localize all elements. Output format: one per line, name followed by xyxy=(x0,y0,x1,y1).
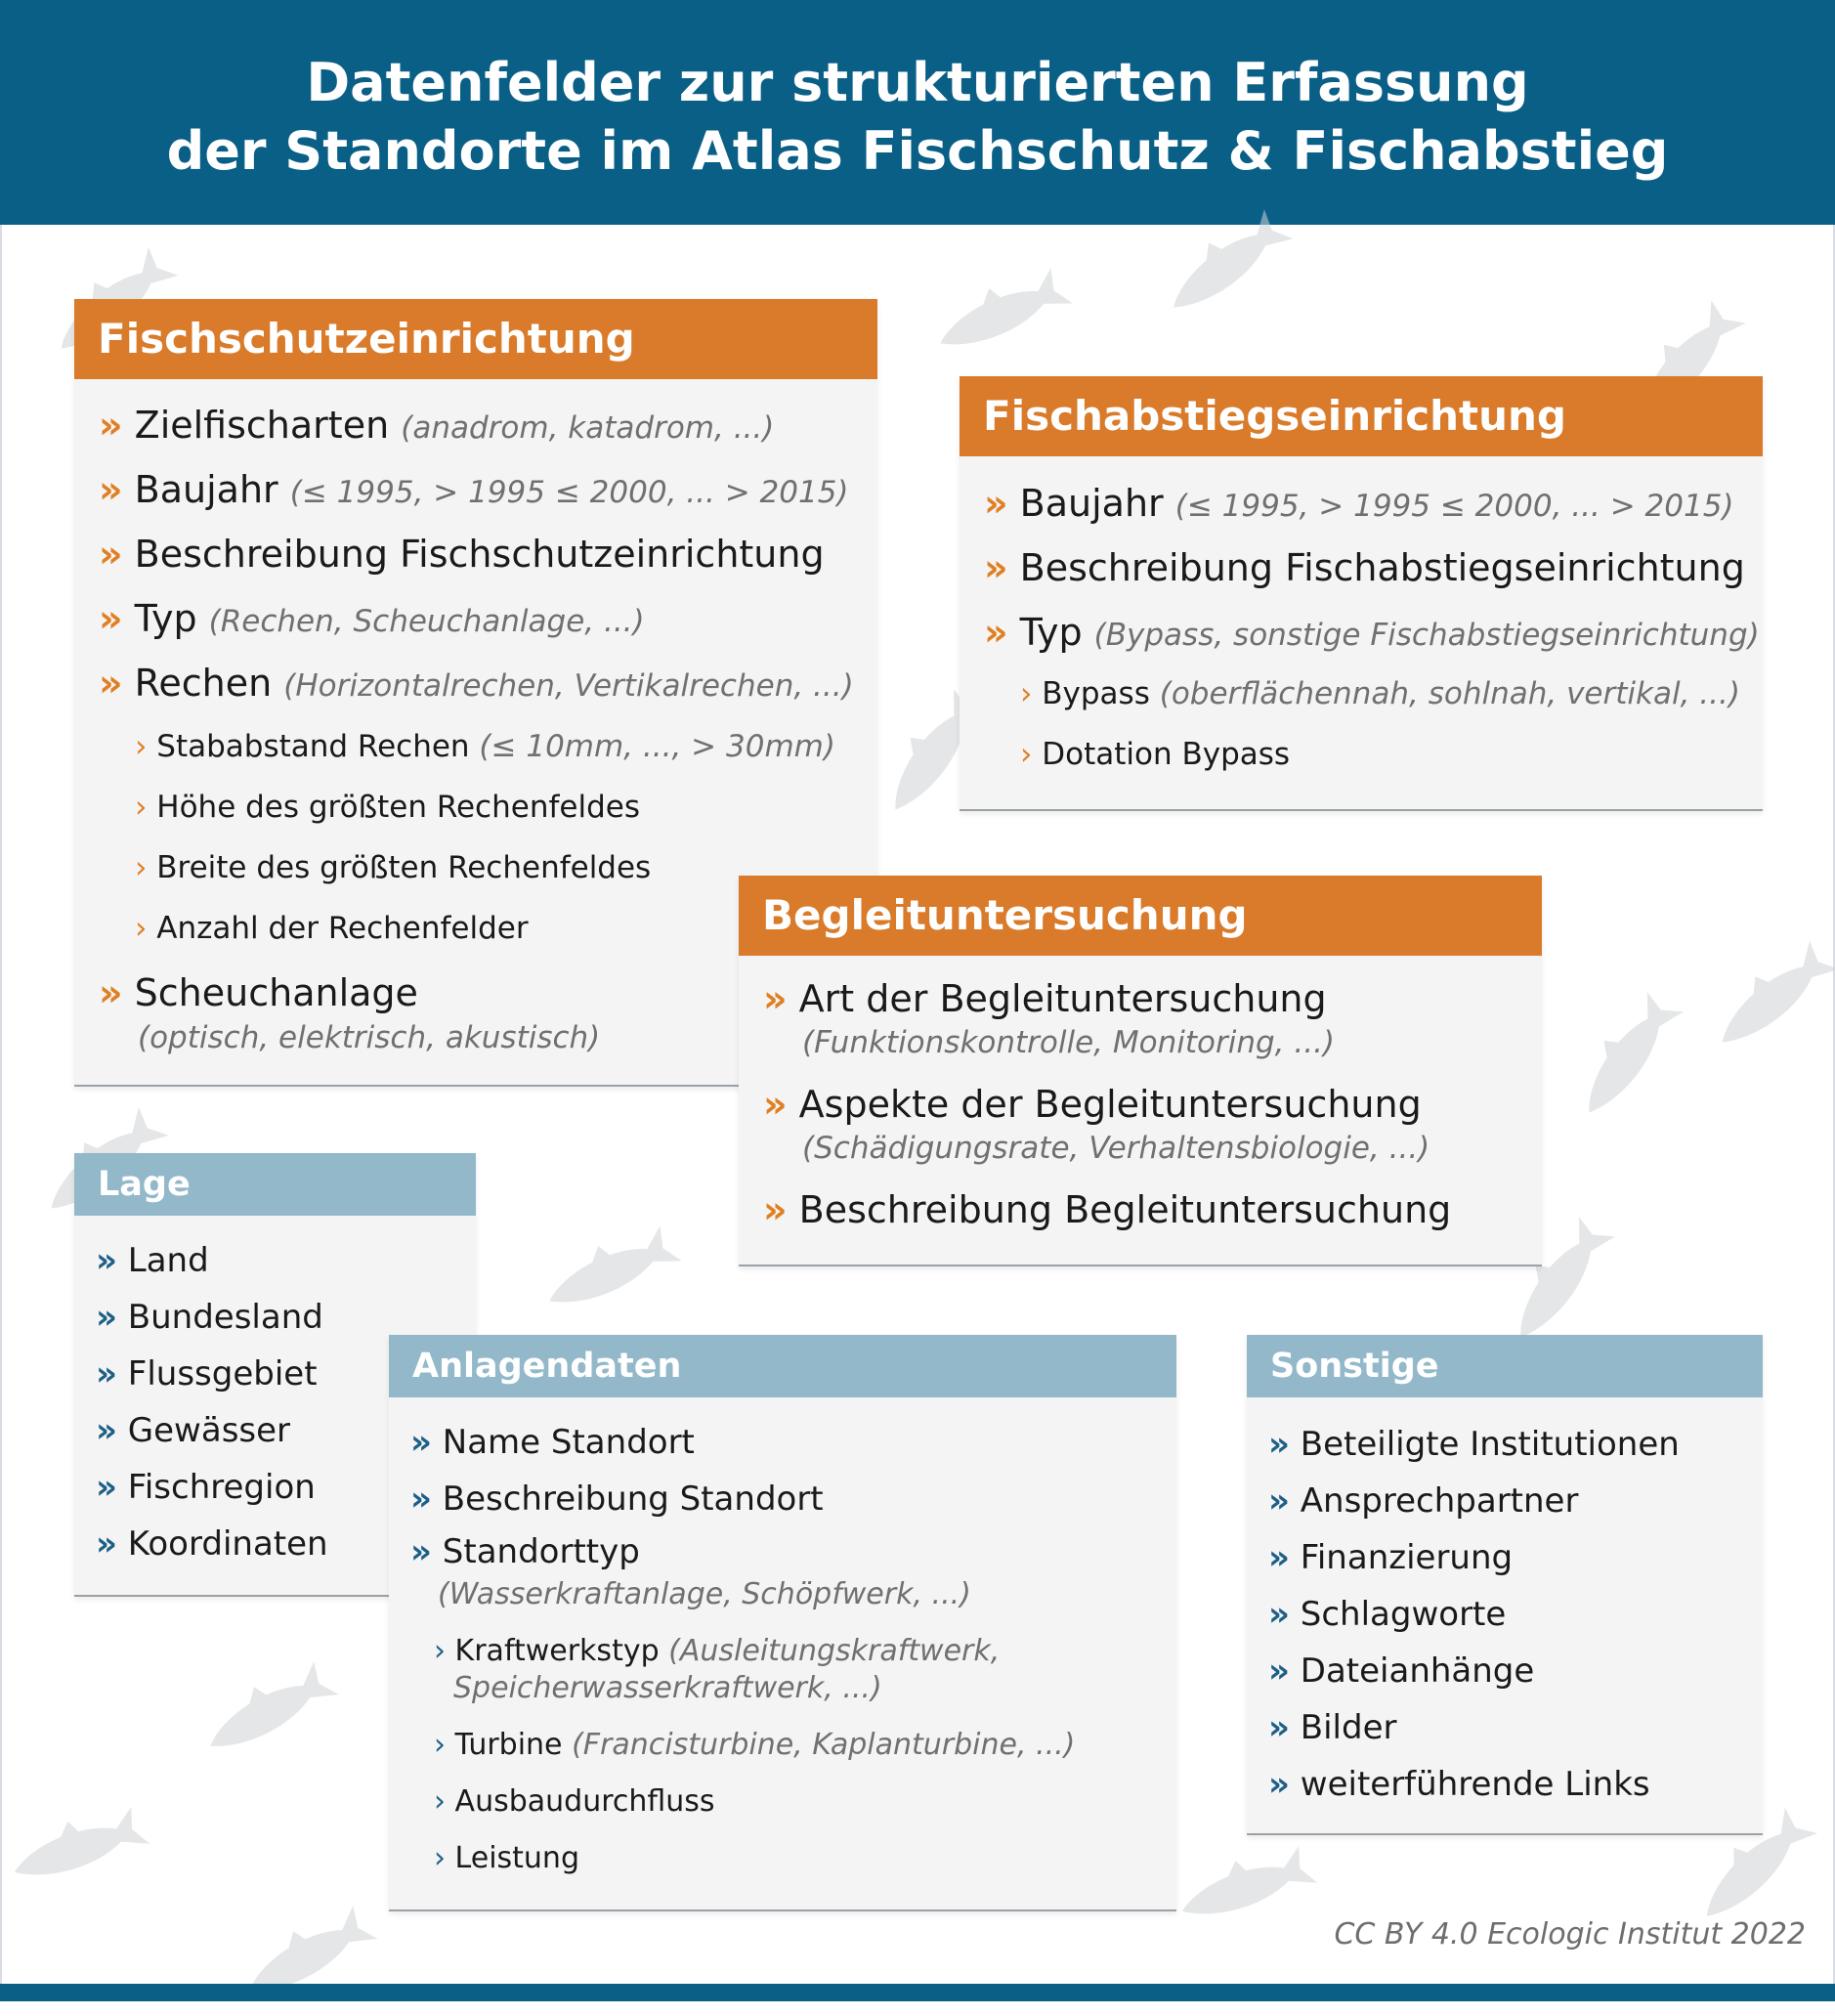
list-item: » Standorttyp xyxy=(410,1532,640,1571)
chevron-icon: › xyxy=(135,850,148,885)
sub-list-item: › Ausbaudurchfluss xyxy=(434,1784,715,1819)
chevron-icon: » xyxy=(1268,1481,1290,1521)
list-item: » Finanzierung xyxy=(1268,1538,1514,1577)
list-item: » Land xyxy=(96,1241,209,1280)
list-item: » Name Standort xyxy=(410,1423,695,1462)
chevron-icon: » xyxy=(96,1241,117,1280)
chevron-icon: › xyxy=(434,1728,446,1762)
chevron-icon: » xyxy=(96,1354,117,1394)
chevron-icon: » xyxy=(99,662,123,705)
chevron-icon: » xyxy=(99,971,123,1014)
page-title-line-2: der Standorte im Atlas Fischschutz & Fischabstieg xyxy=(166,120,1669,182)
sub-list-item: › Kraftwerkstyp (Ausleitungskraftwerk, xyxy=(434,1634,1001,1668)
sub-list-item: › Turbine (Francisturbine, Kaplanturbine, ...) xyxy=(434,1728,1076,1762)
chevron-icon: » xyxy=(1268,1651,1290,1691)
panel-title: Sonstige xyxy=(1247,1335,1763,1397)
chevron-icon: » xyxy=(1268,1425,1290,1464)
list-item-hint: Speicherwasserkraftwerk, ...) xyxy=(453,1671,882,1705)
panel-title: Begleituntersuchung xyxy=(739,876,1542,956)
fish-icon xyxy=(191,1649,347,1773)
fish-icon xyxy=(1167,1833,1324,1939)
list-item: » Art der Begleituntersuchung xyxy=(763,977,1327,1020)
fischabstiegseinrichtung-panel xyxy=(960,376,1763,811)
chevron-icon: » xyxy=(96,1524,117,1564)
chevron-icon: » xyxy=(984,482,1008,525)
panel-title: Fischschutzeinrichtung xyxy=(74,299,877,379)
list-item: » Ansprechpartner xyxy=(1268,1481,1579,1521)
list-item: » Typ (Bypass, sonstige Fischabstiegseinrichtung) xyxy=(984,611,1760,654)
list-item: » Typ (Rechen, Scheuchanlage, ...) xyxy=(99,597,645,640)
left-border xyxy=(0,225,2,1984)
list-item-hint: (optisch, elektrisch, akustisch) xyxy=(138,1020,601,1055)
list-item: » Beschreibung Fischschutzeinrichtung xyxy=(99,533,825,576)
page-title-line-1: Datenfelder zur strukturierten Erfassung xyxy=(306,52,1529,113)
list-item: » Schlagworte xyxy=(1268,1595,1507,1634)
sub-list-item: › Dotation Bypass xyxy=(1020,737,1291,772)
list-item: » Baujahr (≤ 1995, > 1995 ≤ 2000, ... > 2015) xyxy=(984,482,1734,525)
chevron-icon: » xyxy=(410,1480,432,1519)
chevron-icon: » xyxy=(984,546,1008,589)
chevron-icon: › xyxy=(135,790,148,825)
list-item: » Baujahr (≤ 1995, > 1995 ≤ 2000, ... > 2015) xyxy=(99,468,849,511)
fish-icon xyxy=(922,255,1080,370)
panel-title: Anlagendaten xyxy=(389,1335,1176,1397)
begleituntersuchung-panel xyxy=(739,876,1542,1266)
list-item: » Rechen (Horizontalrechen, Vertikalrechen, ...) xyxy=(99,662,854,705)
panel-title: Fischabstiegseinrichtung xyxy=(960,376,1763,456)
anlagendaten-panel xyxy=(389,1335,1176,1911)
chevron-icon: » xyxy=(99,597,123,640)
chevron-icon: » xyxy=(99,404,123,447)
list-item-hint: (Schädigungsrate, Verhaltensbiologie, ...) xyxy=(802,1131,1430,1166)
chevron-icon: » xyxy=(410,1532,432,1571)
chevron-icon: › xyxy=(135,911,148,946)
sonstige-panel xyxy=(1247,1335,1763,1835)
list-item: » Beschreibung Begleituntersuchung xyxy=(763,1188,1452,1231)
list-item: » Gewässer xyxy=(96,1411,291,1450)
panel-title: Lage xyxy=(74,1153,476,1216)
fish-icon xyxy=(532,1213,689,1328)
fish-icon xyxy=(0,1794,157,1900)
list-item: » weiterführende Links xyxy=(1268,1765,1650,1804)
list-item: » Scheuchanlage xyxy=(99,971,418,1014)
list-item: » Beschreibung Fischabstiegseinrichtung xyxy=(984,546,1745,589)
chevron-icon: › xyxy=(434,1841,446,1875)
list-item: » Aspekte der Begleituntersuchung xyxy=(763,1083,1422,1126)
chevron-icon: » xyxy=(99,468,123,511)
chevron-icon: » xyxy=(984,611,1008,654)
header-banner xyxy=(0,0,1835,225)
chevron-icon: » xyxy=(410,1423,432,1462)
chevron-icon: » xyxy=(1268,1538,1290,1577)
list-item: » Koordinaten xyxy=(96,1524,328,1564)
list-item: » Zielfischarten (anadrom, katadrom, ...) xyxy=(99,404,775,447)
bottom-bar xyxy=(0,1984,1835,2001)
list-item: » Bilder xyxy=(1268,1708,1397,1747)
sub-list-item: › Leistung xyxy=(434,1841,579,1875)
chevron-icon: › xyxy=(1020,737,1033,772)
fish-icon xyxy=(1560,978,1692,1132)
list-item-hint: (Funktionskontrolle, Monitoring, ...) xyxy=(802,1025,1336,1060)
fish-icon xyxy=(1698,927,1835,1066)
chevron-icon: » xyxy=(96,1298,117,1337)
list-item: » Dateianhänge xyxy=(1268,1651,1535,1691)
sub-list-item: › Bypass (oberflächennah, sohlnah, vertikal, ...) xyxy=(1020,676,1740,711)
chevron-icon: › xyxy=(1020,676,1033,711)
chevron-icon: » xyxy=(96,1468,117,1507)
sub-list-item: › Höhe des größten Rechenfeldes xyxy=(135,790,640,825)
chevron-icon: » xyxy=(763,977,788,1020)
sub-list-item: › Anzahl der Rechenfelder xyxy=(135,911,529,946)
chevron-icon: › xyxy=(434,1784,446,1819)
license-footer: CC BY 4.0 Ecologic Institut 2022 xyxy=(1334,1917,1806,1952)
sub-list-item: › Stababstand Rechen (≤ 10mm, ..., > 30mm) xyxy=(135,729,835,764)
list-item-hint: (Wasserkraftanlage, Schöpfwerk, ...) xyxy=(438,1577,971,1611)
chevron-icon: › xyxy=(434,1634,446,1668)
list-item: » Beteiligte Institutionen xyxy=(1268,1425,1680,1464)
chevron-icon: » xyxy=(1268,1765,1290,1804)
chevron-icon: » xyxy=(763,1083,788,1126)
chevron-icon: › xyxy=(135,729,148,764)
chevron-icon: » xyxy=(99,533,123,576)
list-item: » Bundesland xyxy=(96,1298,323,1337)
sub-list-item: › Breite des größten Rechenfeldes xyxy=(135,850,652,885)
chevron-icon: » xyxy=(1268,1595,1290,1634)
chevron-icon: » xyxy=(1268,1708,1290,1747)
list-item: » Beschreibung Standort xyxy=(410,1480,824,1519)
list-item: » Fischregion xyxy=(96,1468,316,1507)
chevron-icon: » xyxy=(763,1188,788,1231)
list-item: » Flussgebiet xyxy=(96,1354,318,1394)
chevron-icon: » xyxy=(96,1411,117,1450)
